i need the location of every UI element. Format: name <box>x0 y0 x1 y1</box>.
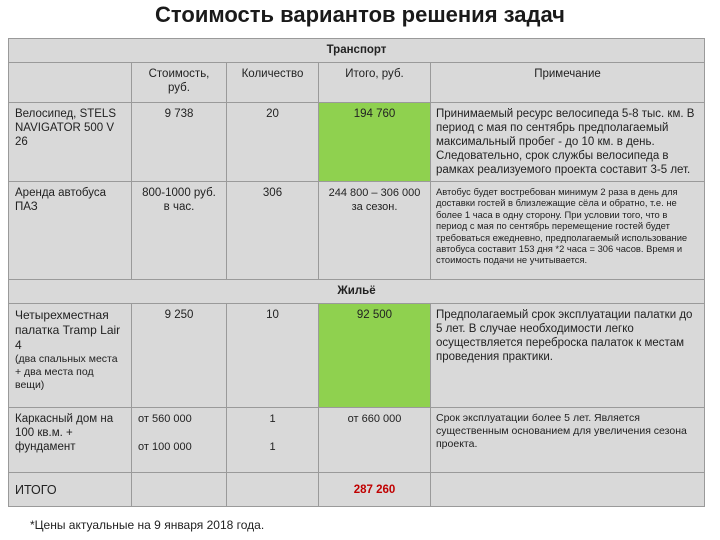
page-title: Стоимость вариантов решения задач <box>155 2 565 27</box>
section-housing-label: Жильё <box>9 280 705 304</box>
row-quantity-frame: 1 <box>269 413 276 425</box>
row-quantity: 20 <box>227 103 319 182</box>
row-cost-frame: от 560 000 <box>138 413 192 425</box>
row-total: от 660 000 <box>319 408 431 473</box>
row-name-cell <box>9 304 132 408</box>
header-empty-cell <box>9 63 132 103</box>
row-total: 244 800 – 306 000 за сезон. <box>319 182 431 280</box>
footnote: *Цены актуальные на 9 января 2018 года. <box>30 518 265 532</box>
section-transport-label: Транспорт <box>9 39 705 63</box>
row-total-highlight: 92 500 <box>319 304 431 408</box>
row-cost: 800-1000 руб. в час. <box>132 182 227 280</box>
summary-empty-note <box>431 473 705 507</box>
row-quantity-cell <box>227 408 319 473</box>
row-name: Аренда автобуса ПАЗ <box>9 182 132 280</box>
table-row-house <box>9 408 705 473</box>
row-note: Предполагаемый срок эксплуатации палатки до 5 лет. В случае необходимости легко осуществляется переброска палаток к местам проведения практики. <box>431 304 705 408</box>
cost-table <box>8 38 705 507</box>
table-row-bicycle <box>9 103 705 182</box>
table-row-bus <box>9 182 705 280</box>
section-transport-row <box>9 39 705 63</box>
section-housing-row <box>9 280 705 304</box>
row-total-highlight: 194 760 <box>319 103 431 182</box>
row-name: Велосипед, STELS NAVIGATOR 500 V 26 <box>9 103 132 182</box>
row-note: Принимаемый ресурс велосипеда 5-8 тыс. км. В период с мая по сентябрь предполагаемый максимальный пробег - до 10 км. в день. Следовательно, срок службы велосипеда в рамках реализуемого проекта составит 3-5 лет. <box>431 103 705 182</box>
row-name: Каркасный дом на 100 кв.м. + фундамент <box>9 408 132 473</box>
row-quantity: 10 <box>227 304 319 408</box>
row-note: Автобус будет востребован минимум 2 раза в день для доставки гостей в близлежащие сёла и обратно, т.е. не более 1 часа в одну сторону. При условии того, что в период с мая по сентябрь перемещение гостей будет требоваться ежедневно, предполагаемый использование автобуса составит 153 дня *2 часа = 306 часов. Время и стоимость подачи не учитывается. <box>431 182 705 280</box>
header-total: Итого, руб. <box>319 63 431 103</box>
row-cost: 9 738 <box>132 103 227 182</box>
row-quantity: 306 <box>227 182 319 280</box>
header-row <box>9 63 705 103</box>
header-quantity: Количество <box>227 63 319 103</box>
header-cost: Стоимость, руб. <box>132 63 227 103</box>
summary-total: 287 260 <box>319 473 431 507</box>
row-note: Срок эксплуатации более 5 лет. Является существенным основанием для увеличения сезона проекта. <box>431 408 705 473</box>
row-name-sub: (два спальных места + два места под вещи) <box>15 353 118 391</box>
summary-label: ИТОГО <box>9 473 132 507</box>
row-cost-cell <box>132 408 227 473</box>
table-row-summary <box>9 473 705 507</box>
row-cost: 9 250 <box>132 304 227 408</box>
header-note: Примечание <box>431 63 705 103</box>
table-row-tent <box>9 304 705 408</box>
summary-empty-quantity <box>227 473 319 507</box>
row-cost-foundation: от 100 000 <box>138 441 192 453</box>
row-quantity-foundation: 1 <box>269 441 276 453</box>
summary-empty-cost <box>132 473 227 507</box>
row-name: Четырехместная палатка Tramp Lair 4 <box>15 308 121 352</box>
